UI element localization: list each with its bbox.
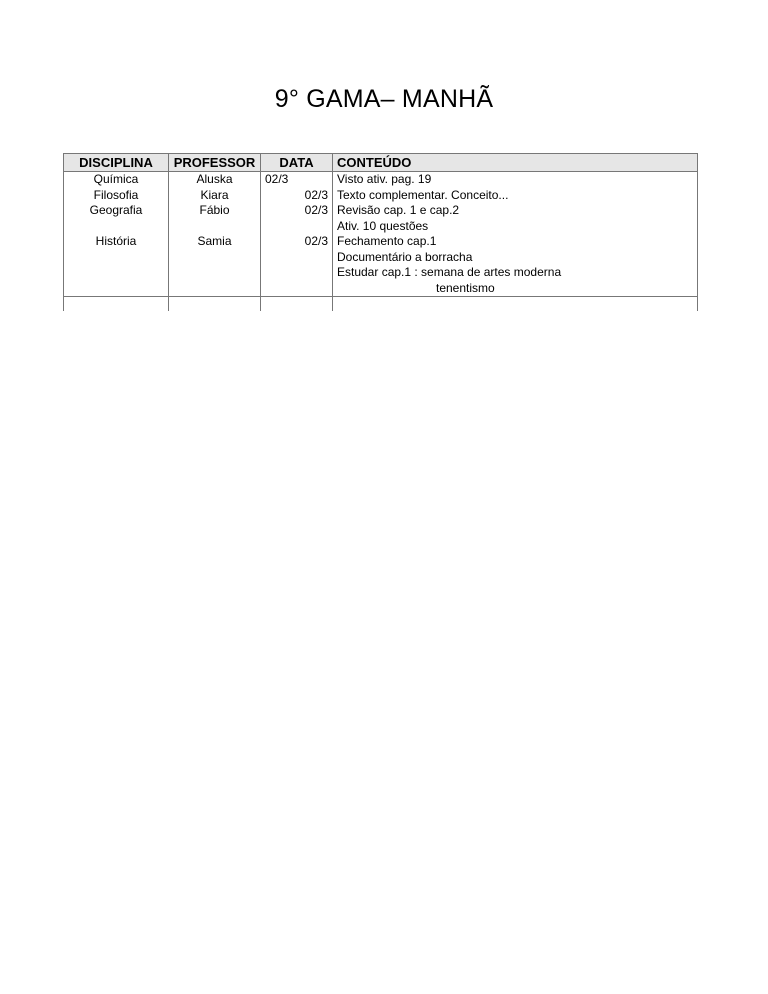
conteudo-line: Visto ativ. pag. 19 xyxy=(337,172,432,186)
empty-cell xyxy=(169,297,261,312)
professor-fabio: Fábio xyxy=(199,203,230,217)
cell-professor xyxy=(169,172,261,235)
conteudo-line: tenentismo xyxy=(436,280,495,295)
schedule-table xyxy=(63,153,698,311)
empty-cell xyxy=(261,297,333,312)
table-header-row xyxy=(64,154,698,172)
header-conteudo: CONTEÚDO xyxy=(333,154,698,172)
data-geografia: 02/3 xyxy=(304,203,328,217)
data-historia: 02/3 xyxy=(304,234,328,248)
disciplina-geografia: Geografia xyxy=(89,203,143,217)
cell-data xyxy=(261,234,333,297)
disciplina-quimica: Química xyxy=(93,172,139,186)
conteudo-line: Documentário a borracha xyxy=(337,249,473,264)
empty-cell xyxy=(333,297,698,312)
cell-professor xyxy=(169,234,261,297)
conteudo-line: Estudar cap.1 : semana de artes moderna xyxy=(337,265,562,279)
disciplina-filosofia: Filosofia xyxy=(93,187,139,202)
table-row xyxy=(64,234,698,297)
professor-kiara: Kiara xyxy=(200,187,229,202)
empty-cell xyxy=(64,297,169,312)
header-professor: PROFESSOR xyxy=(169,154,261,172)
header-data: DATA xyxy=(261,154,333,172)
conteudo-line: Ativ. 10 questões xyxy=(337,218,429,233)
header-disciplina: DISCIPLINA xyxy=(64,154,169,172)
disciplina-historia: História xyxy=(95,234,137,248)
professor-samia: Samia xyxy=(197,234,232,248)
table-row xyxy=(64,172,698,235)
page-title: 9° GAMA– MANHÃ xyxy=(274,85,494,113)
table-row-empty xyxy=(64,297,698,312)
conteudo-line: Revisão cap. 1 e cap.2 xyxy=(337,203,460,217)
cell-conteudo xyxy=(333,172,698,235)
data-filosofia: 02/3 xyxy=(304,187,328,202)
conteudo-line: Texto complementar. Conceito... xyxy=(337,187,509,202)
conteudo-line: Fechamento cap.1 xyxy=(337,234,437,248)
cell-conteudo xyxy=(333,234,698,297)
cell-disciplina xyxy=(64,234,169,297)
professor-aluska: Aluska xyxy=(196,172,233,186)
data-quimica: 02/3 xyxy=(265,172,289,186)
cell-data xyxy=(261,172,333,235)
cell-disciplina xyxy=(64,172,169,235)
